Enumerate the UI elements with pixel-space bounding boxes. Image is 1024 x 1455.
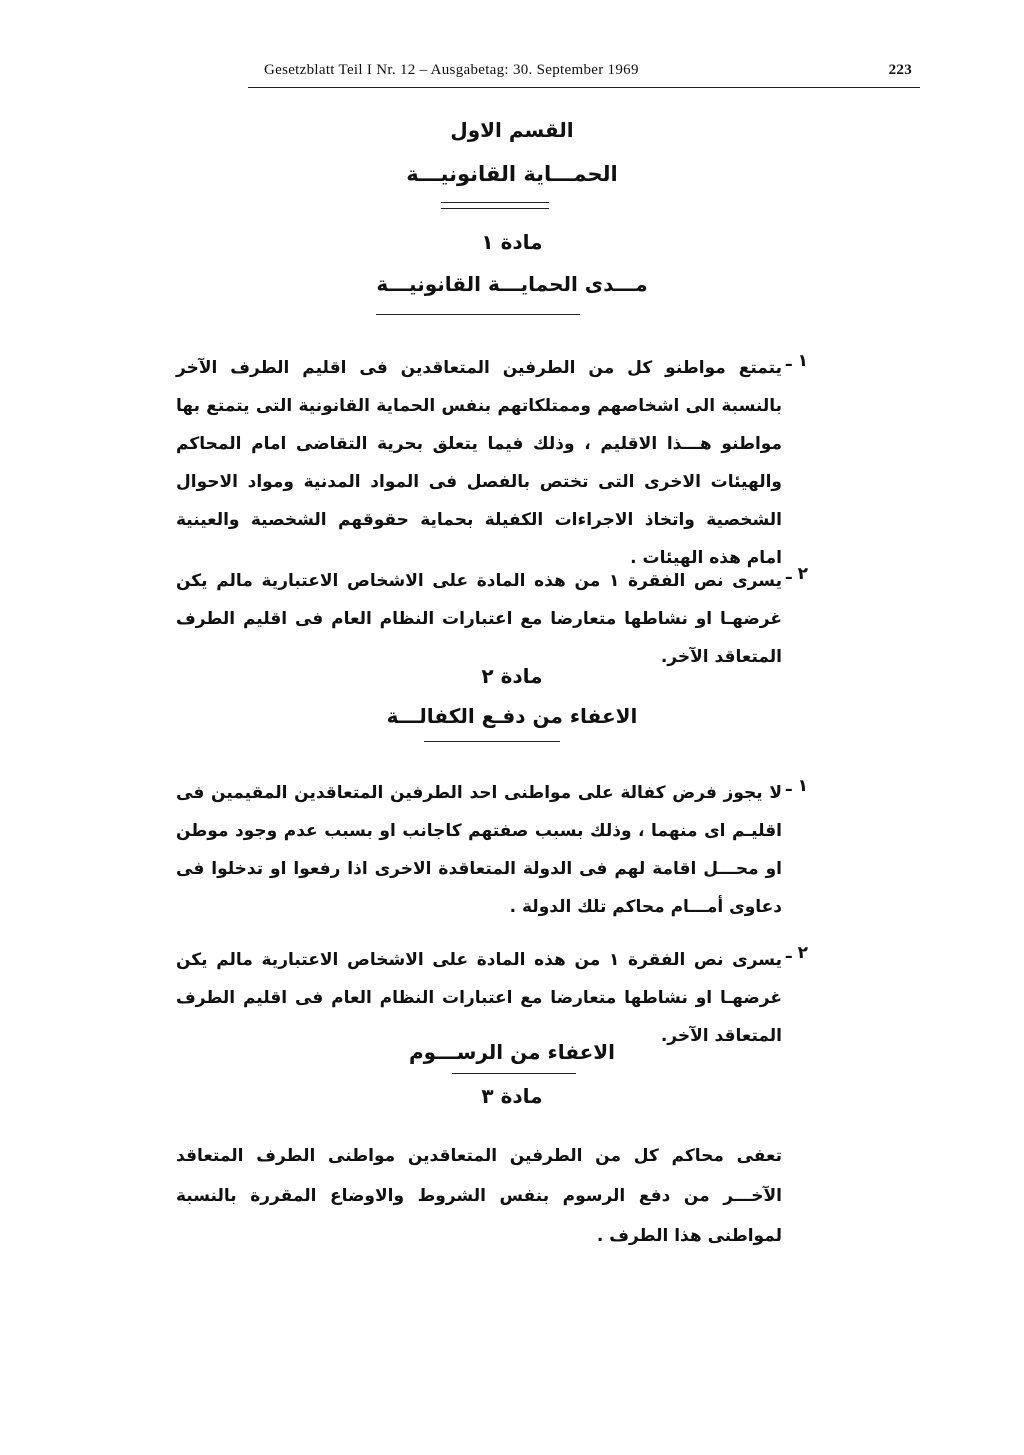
- article-3-paragraph: [176, 1136, 782, 1256]
- article-1-rule: [376, 314, 580, 315]
- paragraph-text: يسرى نص الفقرة ١ من هذه المادة على الاشخاص الاعتبارية مالم يكن غرضهـا او نشاطها متعارضا مع اعتبارات النظام العام فى اقليم الطرف المتعاقد الآخر.: [176, 950, 782, 1046]
- page-number: 223: [888, 62, 912, 78]
- running-header: [248, 56, 920, 90]
- paragraph-number: ٢ ـ: [785, 943, 808, 963]
- article-2-paragraph-2: [176, 941, 808, 1055]
- paragraph-number: ١ ـ: [785, 776, 808, 796]
- gazette-issue-line: Gesetzblatt Teil I Nr. 12 – Ausgabetag: 30. September 1969: [264, 62, 639, 78]
- article-2-paragraph-1: [176, 774, 808, 926]
- article-3-label: مادة ٣: [481, 1084, 543, 1108]
- paragraph-text: يتمتع مواطنو كل من الطرفين المتعاقدين فى اقليم الطرف الآخر بالنسبة الى اشخاصهم وممتلكاتهم بنفس الحماية القانونية التى يتمتع بها مواطنو هـــذا الاقليم ، وذلك فيما يتعلق بحرية التقاضى امام المحاكم والهيئات الاخرى التى تختص بالفصل فى المواد المدنية ومواد الاحوال الشخصية واتخاذ الاجراءات الكفيلة بحماية حقوقهم الشخصية والعينية امام هذه الهيئات .: [176, 358, 782, 568]
- article-2-title: الاعفاء من دفـع الكفالـــة: [386, 704, 638, 728]
- article-2-label: مادة ٢: [481, 664, 543, 688]
- section-double-rule: [441, 202, 549, 209]
- paragraph-number: ٢ ـ: [785, 564, 808, 584]
- section-subtitle: الحمـــاية القانونيـــة: [406, 162, 618, 186]
- section-title: القسم الاول: [450, 118, 574, 142]
- paragraph-text: يسرى نص الفقرة ١ من هذه المادة على الاشخاص الاعتبارية مالم يكن غرضهـا او نشاطها متعارضا مع اعتبارات النظام العام فى اقليم الطرف المتعاقد الآخر.: [176, 571, 782, 667]
- article-1-title: مـــدى الحمايـــة القانونيـــة: [376, 272, 648, 296]
- paragraph-text: تعفى محاكم كل من الطرفين المتعاقدين مواطنى الطرف المتعاقد الآخـــر من دفع الرسوم بنفس الشروط والاوضاع المقررة بالنسبة لمواطنى هذا الطرف .: [176, 1146, 782, 1246]
- article-3-title: الاعفاء من الرســـوم: [408, 1040, 616, 1064]
- article-1-label: مادة ١: [481, 230, 543, 254]
- paragraph-text: لا يجوز فرض كفالة على مواطنى احد الطرفين المتعاقدين المقيمين فى اقليـم اى منهما ، وذلك بسبب صفتهم كاجانب او بسبب عدم وجود موطن او محـــل اقامة لهم فى الدولة المتعاقدة الاخرى اذا رفعوا او تدخلوا فى دعاوى أمـــام محاكم تلك الدولة .: [176, 783, 782, 917]
- article-2-rule: [424, 741, 560, 742]
- header-rule: [248, 87, 920, 88]
- article-3-rule: [452, 1073, 576, 1074]
- article-1-paragraph-2: [176, 562, 808, 676]
- paragraph-number: ١ ـ: [785, 351, 808, 371]
